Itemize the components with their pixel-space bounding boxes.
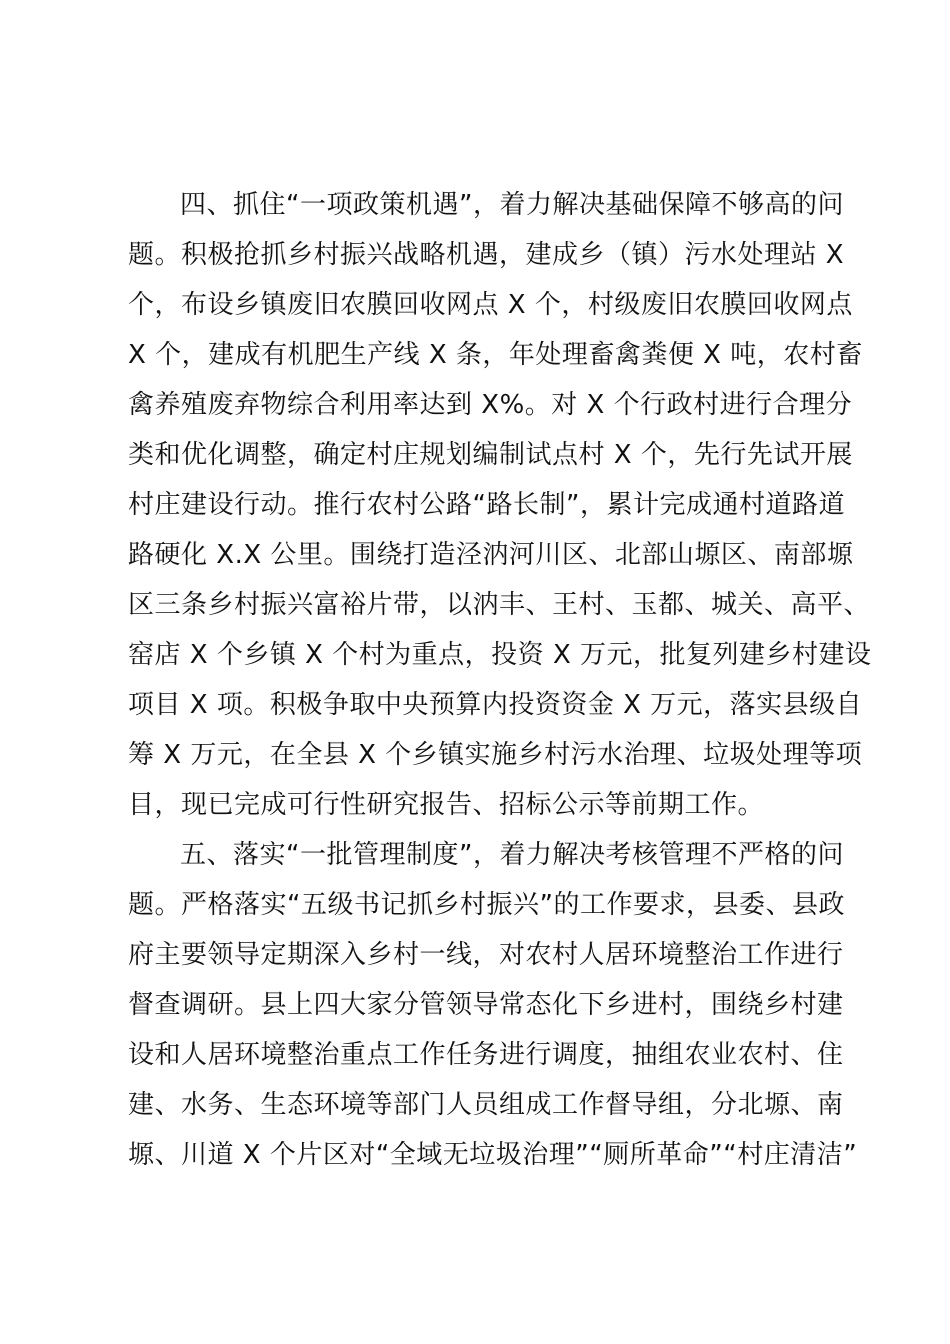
text-line: 塬、川道 X 个片区对“全域无垃圾治理”“厕所革命”“村庄清洁” [128,1140,858,1170]
paragraph-section-five [128,830,858,1180]
text-line: 建、水务、生态环境等部门人员组成工作督导组，分北塬、南 [128,1090,844,1120]
document-body [128,180,872,1180]
text-line: 目，现已完成可行性研究报告、招标公示等前期工作。 [128,790,765,820]
text-line: 四、抓住“一项政策机遇”，着力解决基础保障不够高的问 [180,190,844,220]
text-line: 个，布设乡镇废旧农膜回收网点 X 个，村级废旧农膜回收网点 [128,290,853,320]
text-line: 路硬化 X.X 公里。围绕打造泾汭河川区、北部山塬区、南部塬 [128,540,854,570]
text-line: 禽养殖废弃物综合利用率达到 X%。对 X 个行政村进行合理分 [128,390,853,420]
text-line: 村庄建设行动。推行农村公路“路长制”，累计完成通村道路道 [128,490,845,520]
text-line: 府主要领导定期深入乡村一线，对农村人居环境整治工作进行 [128,940,844,970]
text-line: 设和人居环境整治重点工作任务进行调度，抽组农业农村、住 [128,1040,844,1070]
text-line: X 个，建成有机肥生产线 X 条，年处理畜禽粪便 X 吨，农村畜 [128,340,863,370]
text-line: 题。严格落实“五级书记抓乡村振兴”的工作要求，县委、县政 [128,890,845,920]
text-line: 五、落实“一批管理制度”，着力解决考核管理不严格的问 [180,840,844,870]
text-line: 类和优化调整，确定村庄规划编制试点村 X 个，先行先试开展 [128,440,853,470]
text-line: 项目 X 项。积极争取中央预算内投资资金 X 万元，落实县级自 [128,690,863,720]
text-line: 窑店 X 个乡镇 X 个村为重点，投资 X 万元，批复列建乡村建设 [128,640,872,670]
text-line: 题。积极抢抓乡村振兴战略机遇，建成乡（镇）污水处理站 X [128,240,845,270]
text-line: 督查调研。县上四大家分管领导常态化下乡进村，围绕乡村建 [128,990,844,1020]
paragraph-section-four [128,180,872,830]
text-line: 筹 X 万元，在全县 X 个乡镇实施乡村污水治理、垃圾处理等项 [128,740,863,770]
text-line: 区三条乡村振兴富裕片带，以汭丰、王村、玉都、城关、高平、 [128,590,871,620]
